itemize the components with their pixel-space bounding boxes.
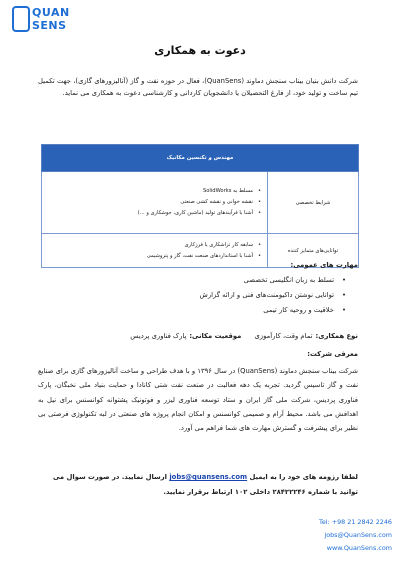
contact-email-link[interactable]: jobs@quansens.com [169, 473, 248, 481]
footer-phone: Tel: +98 21 2842 2246 [319, 518, 392, 526]
cooperation-type-label: نوع همکاری: [315, 332, 358, 340]
logo-text-line1: QUAN [32, 6, 70, 19]
list-item: • آشنا با فرآیندهای تولید (ماشین کاری، جوشکاری و ...) [46, 208, 253, 219]
general-skills-heading: مهارت های عمومی: [290, 261, 358, 269]
contact-text-after: ارسال نمایید. در صورت سوال می توانید با شماره ۲۸۴۲۲۲۴۶ داخلی ۱۰۲ ارتباط برقرار نمایید. [53, 473, 358, 496]
company-paragraph: شرکت بیناب سنجش دماوند (QuanSens) در سال ۱۳۹۶ و با هدف طراحی و ساخت آنالیزورهای گازی برای صنایع نفت و گاز تاسیس گردید. تجربه یک دهه فعالیت در صنعت نفت شتی کانادا و حمایت بنیاد ملی نخبگان، پارک فناوری پردیس، شرکت ملی گاز ایران و ستاد توسعه فناوری لیزر و فوتونیک پشتوانه کوانسنس برای نیل به اهدافش می باشد. محیط آرام و صمیمی کوانسنس و امکان انجام پروژه های صنعتی در لبه تکنولوژی فرصتی بی نظیر برای پیشرفت و گسترش مهارت های شما فراهم می آورد. [38, 367, 358, 433]
company-heading: معرفی شرکت: [307, 350, 358, 358]
company-logo [12, 4, 72, 38]
table-header: مهندس و تکنسین مکانیک [42, 145, 359, 172]
row-label: شرایط تخصصی [268, 172, 359, 234]
cooperation-line [38, 332, 358, 340]
list-item: • نقشه خوانی و نقشه کشی صنعتی [46, 197, 253, 208]
contact-text-before: لطفا رزومه های خود را به ایمیل [249, 473, 358, 481]
table-row [42, 172, 359, 234]
list-item: • تسلط به زبان انگلیسی تخصصی [38, 273, 334, 288]
logo-text-line2: SENS [32, 19, 67, 32]
list-item: • توانایی نوشتن داکیومنت‌های فنی و ارائه گزارش [38, 288, 334, 303]
list-item: • آشنا با استانداردهای صنعت نفت، گاز و پتروشیمی [46, 251, 253, 262]
list-item: • خلاقیت و روحیه کار تیمی [38, 303, 334, 318]
contact-note [38, 470, 358, 500]
list-item: • مسلط به SolidWorks [46, 186, 253, 197]
footer-email[interactable]: jobs@QuanSens.com [324, 531, 392, 539]
requirements-table [41, 144, 359, 268]
row-content [42, 172, 268, 234]
location-value: پارک فناوری پردیس [130, 332, 187, 340]
row-label: توانایی‌های متمایز کننده [268, 234, 359, 268]
location-label: موقعیت مکانی: [189, 332, 242, 340]
logo-wave-icon [12, 6, 30, 32]
intro-paragraph: شرکت دانش بنیان بیناب سنجش دماوند (QuanSens)، فعال در حوزه نفت و گاز (آنالیزورهای گازی)، جهت تکمیل تیم ساخت و تولید خود، از فارغ التحصیلان یا دانشجویان کاردانی و کارشناسی دعوت به همکاری می نماید. [38, 77, 358, 97]
cooperation-type-value: تمام وقت، کارآموزی [254, 332, 313, 340]
general-skills [38, 261, 358, 318]
footer-website[interactable]: www.QuanSens.com [326, 544, 392, 552]
list-item: • سابقه کار تراشکاری یا فرزکاری [46, 240, 253, 251]
page-title: دعوت به همکاری [154, 44, 246, 57]
footer-contact [260, 516, 392, 555]
